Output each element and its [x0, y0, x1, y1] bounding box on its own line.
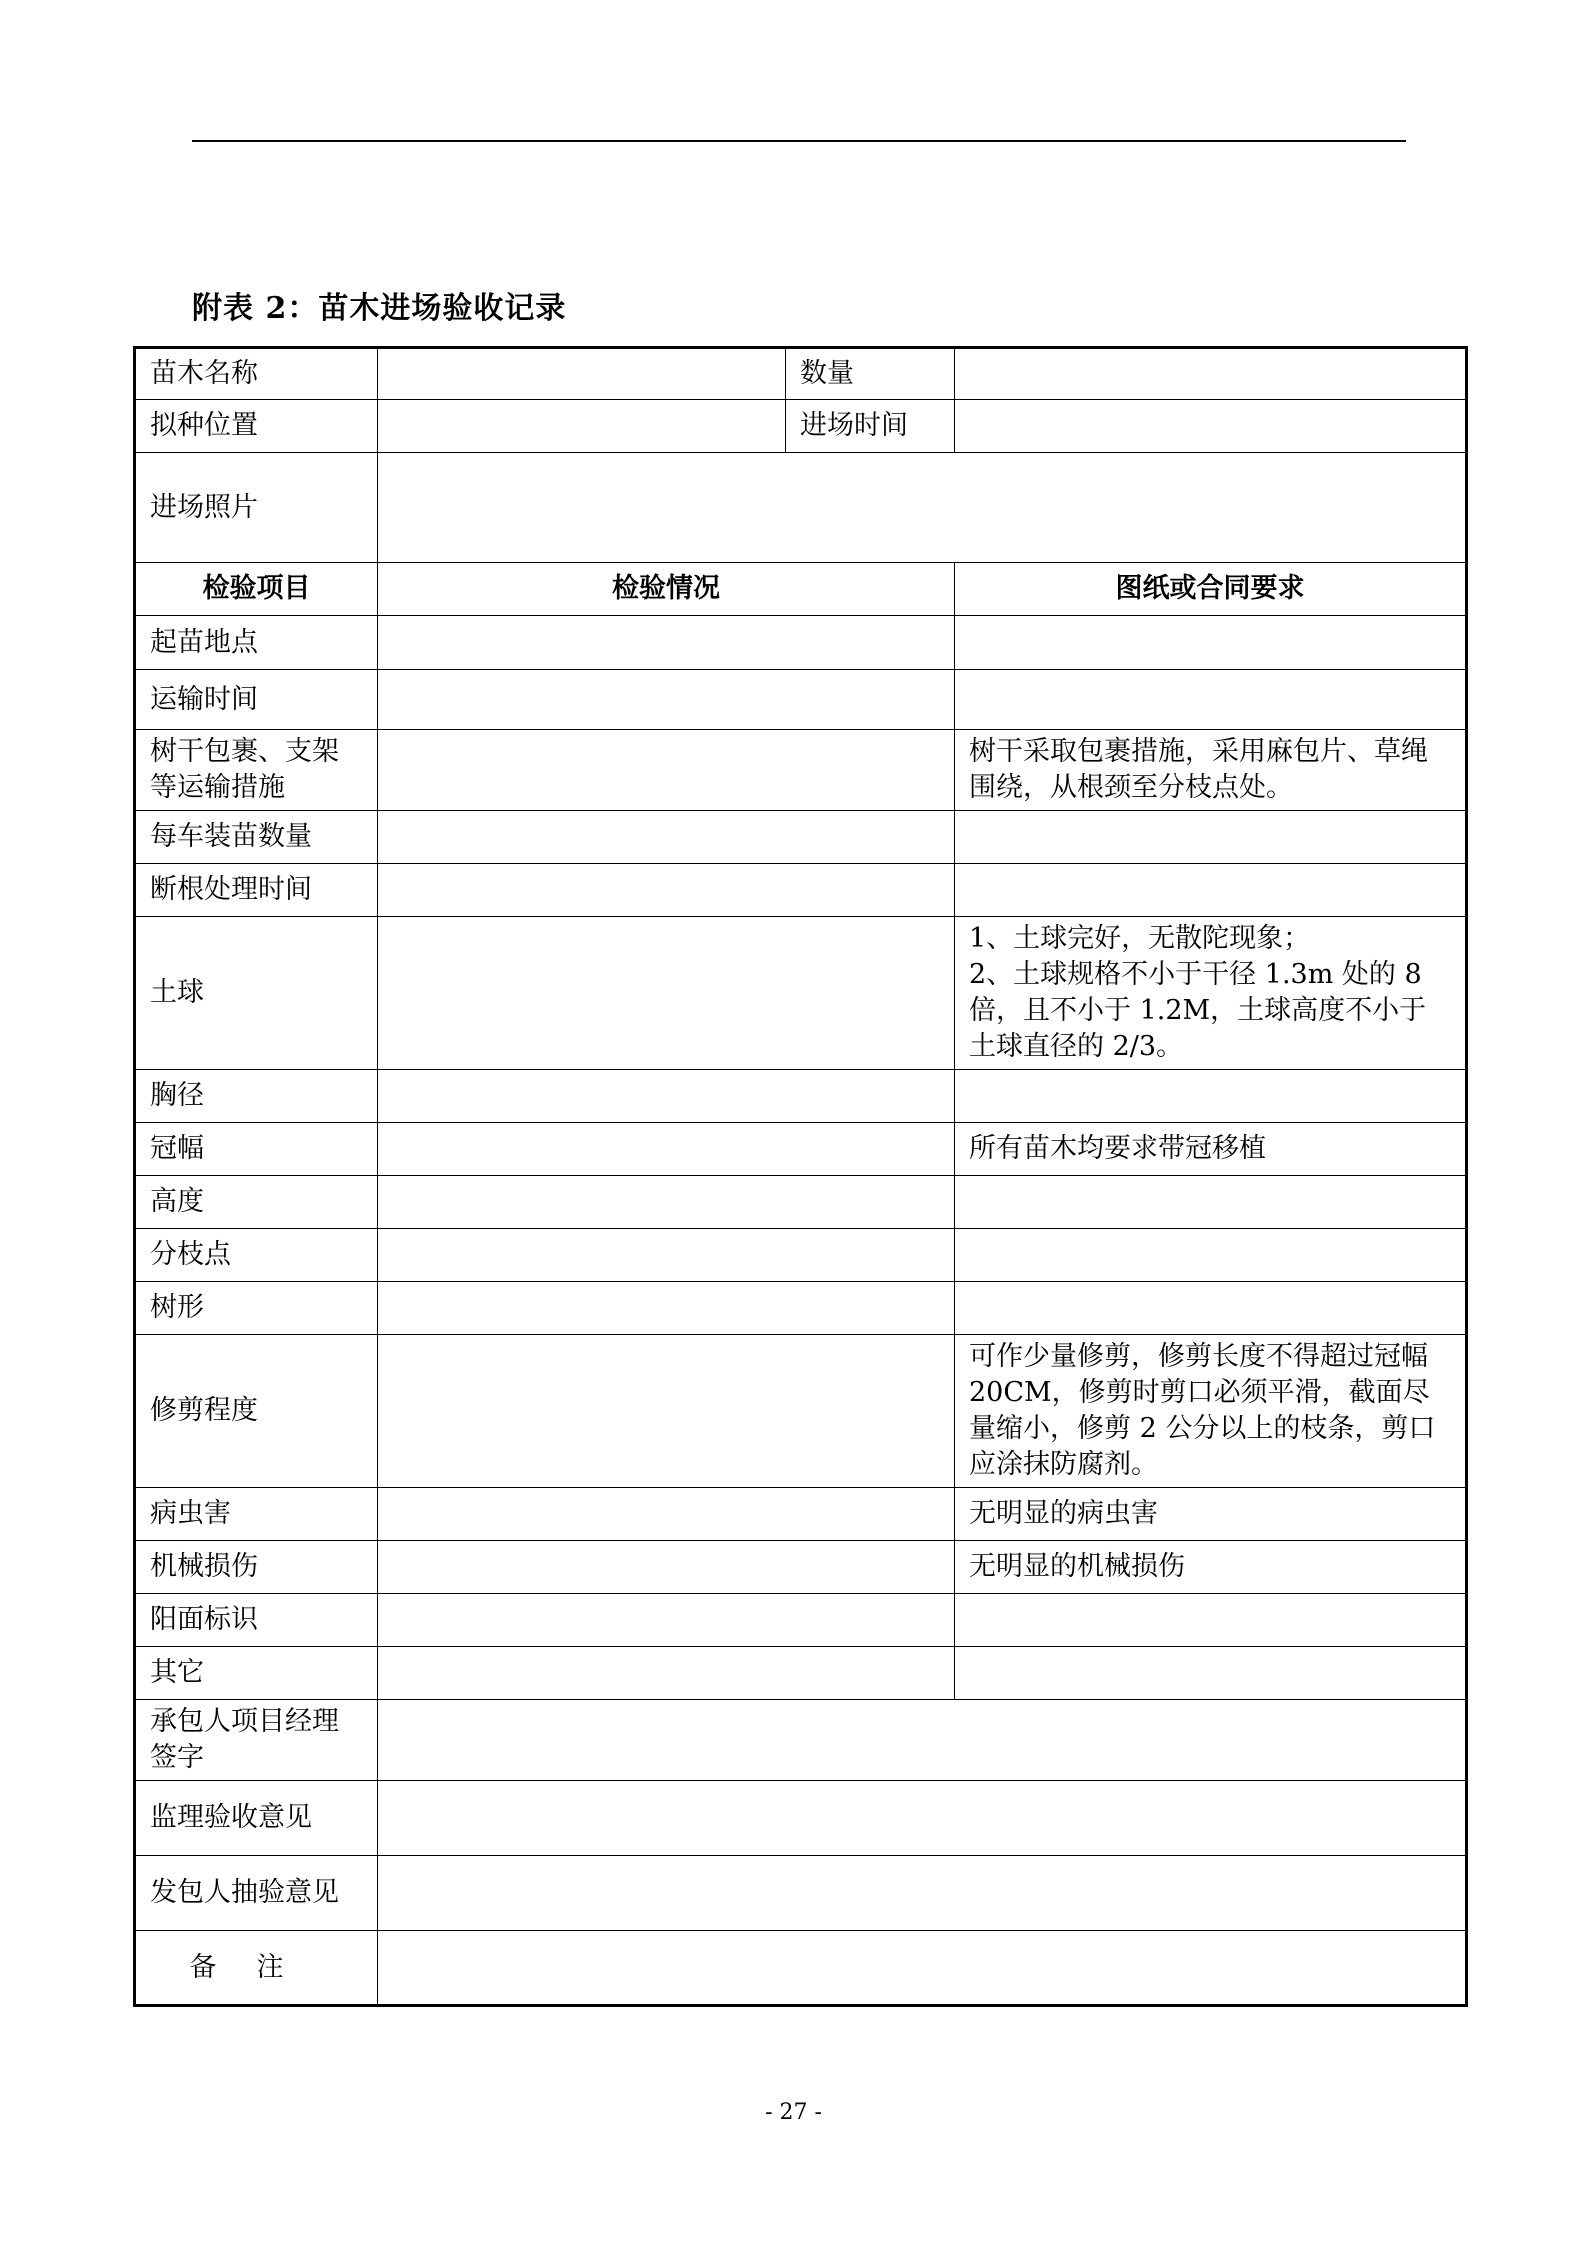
- table-row: [135, 400, 1467, 453]
- row-status-field[interactable]: [378, 1594, 955, 1647]
- row-requirement: [955, 1282, 1467, 1335]
- row-status-field[interactable]: [378, 1488, 955, 1541]
- row-item-label: 运输时间: [135, 670, 378, 730]
- row-requirement: [955, 1176, 1467, 1229]
- table-row: [135, 1335, 1467, 1488]
- row-status-field[interactable]: [378, 1282, 955, 1335]
- table-row: [135, 1488, 1467, 1541]
- requirement-line: 1、土球完好，无散陀现象；: [969, 923, 1311, 954]
- contractor-pm-signature-label: 承包人项目经理签字: [135, 1700, 378, 1781]
- column-header-status: 检验情况: [378, 563, 955, 616]
- planned-position-field[interactable]: [378, 400, 786, 453]
- row-item-label: 每车装苗数量: [135, 811, 378, 864]
- entry-photo-label: 进场照片: [135, 453, 378, 563]
- row-requirement: [955, 616, 1467, 670]
- row-status-field[interactable]: [378, 917, 955, 1070]
- table-row: [135, 348, 1467, 400]
- table-row: [135, 1594, 1467, 1647]
- row-item-label: 断根处理时间: [135, 864, 378, 917]
- column-header-row: [135, 563, 1467, 616]
- table-row: [135, 1176, 1467, 1229]
- table-row: [135, 811, 1467, 864]
- page-number: - 27 -: [765, 2100, 822, 2125]
- table-row: [135, 1700, 1467, 1781]
- row-requirement: [955, 811, 1467, 864]
- table-row: [135, 670, 1467, 730]
- table-row: [135, 1541, 1467, 1594]
- row-requirement: 无明显的机械损伤: [955, 1541, 1467, 1594]
- row-status-field[interactable]: [378, 864, 955, 917]
- row-requirement: 所有苗木均要求带冠移植: [955, 1123, 1467, 1176]
- row-requirement: [955, 1647, 1467, 1700]
- remarks-label: 备注: [135, 1931, 378, 2006]
- row-requirement: [955, 864, 1467, 917]
- row-item-label: 胸径: [135, 1070, 378, 1123]
- row-item-label: 高度: [135, 1176, 378, 1229]
- supervisor-opinion-label: 监理验收意见: [135, 1781, 378, 1856]
- table-row: [135, 1856, 1467, 1931]
- client-inspection-label: 发包人抽验意见: [135, 1856, 378, 1931]
- row-item-label: 病虫害: [135, 1488, 378, 1541]
- seedling-name-field[interactable]: [378, 348, 786, 400]
- row-item-label: 起苗地点: [135, 616, 378, 670]
- row-requirement: 可作少量修剪，修剪长度不得超过冠幅 20CM，修剪时剪口必须平滑，截面尽量缩小，修剪 2 公分以上的枝条，剪口应涂抹防腐剂。: [955, 1335, 1467, 1488]
- row-status-field[interactable]: [378, 1541, 955, 1594]
- row-status-field[interactable]: [378, 1070, 955, 1123]
- row-requirement: [955, 917, 1467, 1070]
- row-requirement: [955, 1070, 1467, 1123]
- row-status-field[interactable]: [378, 670, 955, 730]
- row-status-field[interactable]: [378, 1647, 955, 1700]
- row-item-label: 机械损伤: [135, 1541, 378, 1594]
- document-title: 附表 2：苗木进场验收记录: [192, 291, 567, 326]
- quantity-field[interactable]: [955, 348, 1467, 400]
- table-row: [135, 1781, 1467, 1856]
- row-requirement: 无明显的病虫害: [955, 1488, 1467, 1541]
- table-row: [135, 1647, 1467, 1700]
- row-item-label: 土球: [135, 917, 378, 1070]
- table-row: [135, 616, 1467, 670]
- header-rule: [192, 140, 1406, 142]
- entry-time-label: 进场时间: [786, 400, 955, 453]
- row-item-label: 其它: [135, 1647, 378, 1700]
- row-item-label: 冠幅: [135, 1123, 378, 1176]
- entry-photo-field[interactable]: [378, 453, 1467, 563]
- row-item-label: 分枝点: [135, 1229, 378, 1282]
- seedling-name-label: 苗木名称: [135, 348, 378, 400]
- acceptance-record-table: [133, 346, 1468, 2007]
- table-row: [135, 1229, 1467, 1282]
- table-row: [135, 1282, 1467, 1335]
- row-status-field[interactable]: [378, 1176, 955, 1229]
- row-item-label: 树形: [135, 1282, 378, 1335]
- row-status-field[interactable]: [378, 1229, 955, 1282]
- row-status-field[interactable]: [378, 730, 955, 811]
- row-requirement: [955, 670, 1467, 730]
- planned-position-label: 拟种位置: [135, 400, 378, 453]
- table-row: [135, 730, 1467, 811]
- entry-time-field[interactable]: [955, 400, 1467, 453]
- table-row: [135, 453, 1467, 563]
- quantity-label: 数量: [786, 348, 955, 400]
- remarks-field[interactable]: [378, 1931, 1467, 2006]
- requirement-line: 2、土球规格不小于干径 1.3m 处的 8 倍，且不小于 1.2M，土球高度不小于土球直径的 2/3。: [969, 959, 1427, 1062]
- row-status-field[interactable]: [378, 1123, 955, 1176]
- column-header-item: 检验项目: [135, 563, 378, 616]
- table-row: [135, 1070, 1467, 1123]
- table-row: [135, 1123, 1467, 1176]
- row-item-label: 树干包裹、支架等运输措施: [135, 730, 378, 811]
- row-status-field[interactable]: [378, 616, 955, 670]
- table-row: [135, 1931, 1467, 2006]
- row-status-field[interactable]: [378, 1335, 955, 1488]
- supervisor-opinion-field[interactable]: [378, 1781, 1467, 1856]
- row-item-label: 阳面标识: [135, 1594, 378, 1647]
- table-row: [135, 864, 1467, 917]
- contractor-pm-signature-field[interactable]: [378, 1700, 1467, 1781]
- row-status-field[interactable]: [378, 811, 955, 864]
- row-item-label: 修剪程度: [135, 1335, 378, 1488]
- table-row: [135, 917, 1467, 1070]
- column-header-requirement: 图纸或合同要求: [955, 563, 1467, 616]
- row-requirement: [955, 1229, 1467, 1282]
- row-requirement: [955, 1594, 1467, 1647]
- row-requirement: 树干采取包裹措施，采用麻包片、草绳围绕，从根颈至分枝点处。: [955, 730, 1467, 811]
- client-inspection-field[interactable]: [378, 1856, 1467, 1931]
